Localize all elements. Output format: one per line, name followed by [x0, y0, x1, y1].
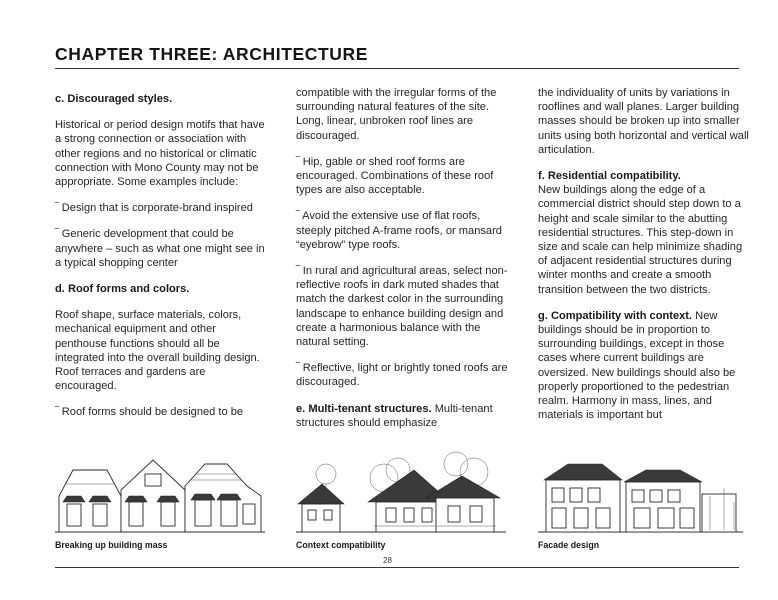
- section-heading-compatibility-context: g. Compatibility with context.: [538, 309, 693, 322]
- bullet-item: ‾ Reflective, light or brightly toned roofs are discouraged.: [296, 362, 508, 389]
- paragraph-text: New buildings along the edge of a commercial district should step down to a height and scale similar to the abutting residential structures. This step-down in size and scale can help minimize shading of adjacent residential structures during winter months and create a smooth transition between the two districts.: [538, 184, 743, 296]
- bullet-item: ‾ Avoid the extensive use of flat roofs, steeply pitched A-frame roofs, or mansard “eyebrow” type roofs.: [296, 210, 502, 251]
- bullet-item: ‾ Design that is corporate-brand inspired: [55, 202, 253, 215]
- section-heading-discouraged-styles: c. Discouraged styles.: [55, 93, 173, 105]
- footer-divider: [55, 567, 739, 568]
- paragraph: [296, 402, 511, 430]
- bullet-item: ‾ In rural and agricultural areas, select non-reflective roofs in dark muted shades that match the darkest color in the surrounding landscape to enhance building design and create a harmonious balance with the natural setting.: [296, 265, 508, 349]
- figure-caption-building-mass: Breaking up building mass: [55, 540, 168, 550]
- building-mass-sketch: [55, 450, 265, 538]
- paragraph: Roof shape, surface materials, colors, mechanical equipment and other penthouse functions should all be integrated into the overall building design. Roof terraces and gardens are encouraged.: [55, 309, 260, 393]
- figure-caption-context: Context compatibility: [296, 540, 386, 550]
- facade-design-sketch: [538, 450, 743, 538]
- page-title: CHAPTER THREE: ARCHITECTURE: [55, 44, 369, 64]
- paragraph-text: New buildings should be in proportion to surrounding buildings, except in those cases where current buildings are oversized. New buildings should also be properly proportioned to the pedestrian realm. Harmony in mass, lines, and materials is important but: [538, 309, 736, 422]
- text-column-middle: [296, 86, 511, 442]
- section-heading-multi-tenant: e. Multi-tenant structures.: [296, 402, 432, 415]
- section-heading-residential-compatibility: f. Residential compatibility.: [538, 170, 681, 183]
- paragraph: [538, 309, 753, 423]
- bullet-item: ‾ Hip, gable or shed roof forms are encouraged. Combinations of these roof types are also acceptable.: [296, 155, 494, 197]
- section-heading-roof-forms: d. Roof forms and colors.: [55, 283, 190, 296]
- figure-caption-facade: Facade design: [538, 540, 600, 550]
- paragraph: the individuality of units by variations in rooflines and wall planes. Larger building masses should be broken up into smaller units using both horizontal and vertical wall articulation.: [538, 87, 749, 156]
- context-compatibility-sketch: [296, 450, 506, 538]
- paragraph: compatible with the irregular forms of the surrounding natural features of the site. Long, linear, unbroken roof lines are discouraged.: [296, 87, 497, 142]
- paragraph-text: Multi-tenant structures should emphasize: [296, 402, 493, 429]
- paragraph: Historical or period design motifs that have a strong connection or association with other regions and no historical or climatic connection with Mono County may not be appropriate. Some examples include:: [55, 119, 265, 189]
- bullet-item: ‾ Generic development that could be anywhere – such as what one might see in a typical shopping center: [55, 228, 265, 269]
- paragraph: [538, 169, 753, 297]
- header-divider: [55, 68, 739, 69]
- page-number: 28: [383, 556, 392, 565]
- text-column-right: [538, 86, 753, 434]
- text-column-left: [55, 86, 270, 432]
- bullet-item: ‾ Roof forms should be designed to be: [55, 406, 244, 419]
